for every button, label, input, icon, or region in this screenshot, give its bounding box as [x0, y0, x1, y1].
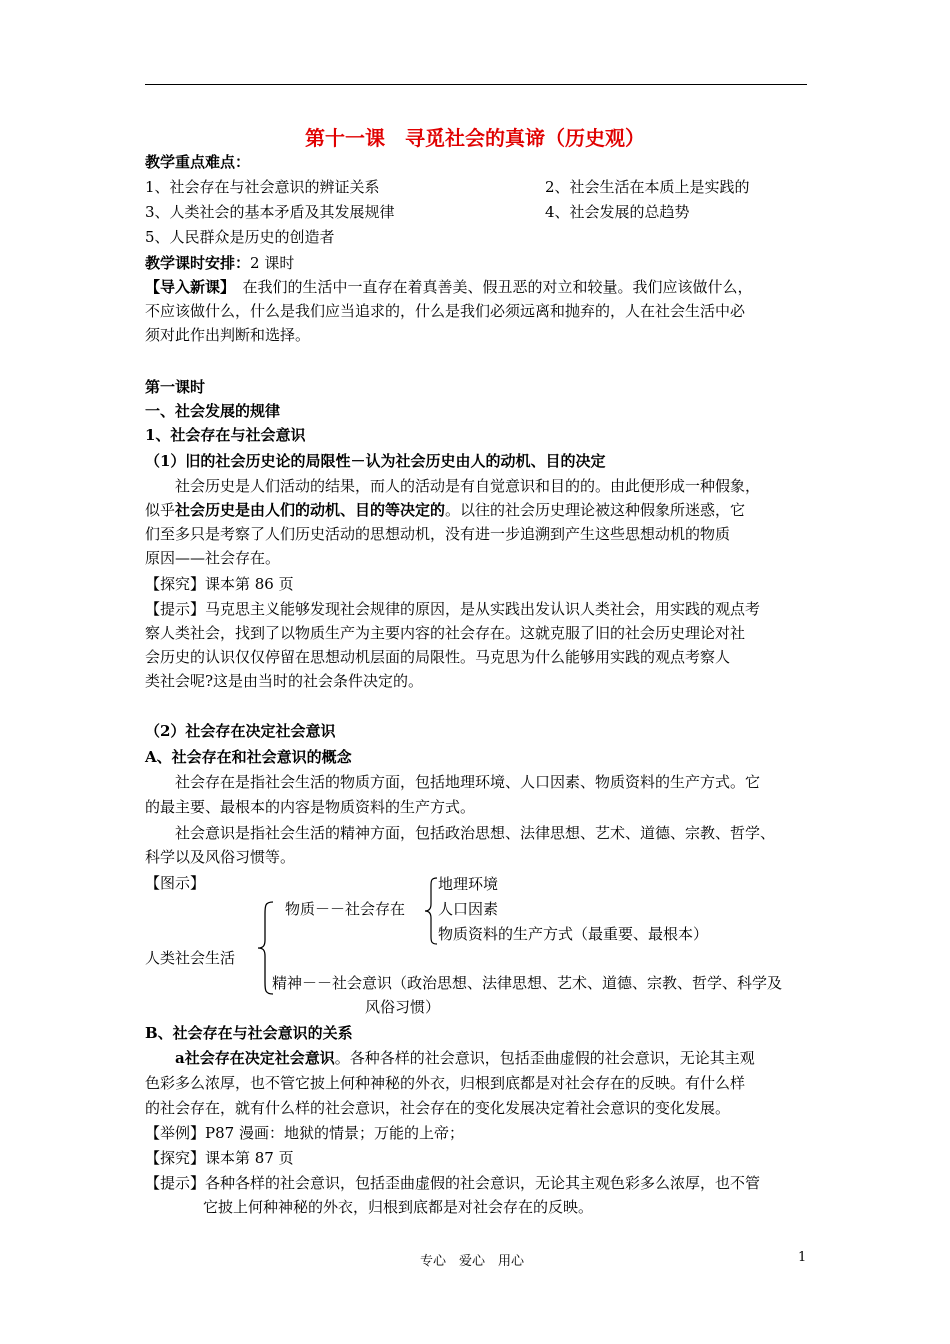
text-span: 似乎 [145, 501, 176, 519]
paragraph-line: 社会存在是指社会生活的物质方面，包括地理环境、人口因素、物质资料的生产方式。它 [175, 773, 761, 791]
hint-line: 类社会呢?这是由当时的社会条件决定的。 [145, 672, 424, 690]
hint-line: 会历史的认识仅仅停留在思想动机层面的局限性。马克思为什么能够用实践的观点考察人 [145, 648, 731, 666]
intro-label: 【导入新课】 [145, 278, 228, 296]
diagram-material-item: 人口因素 [438, 900, 499, 918]
explore-note: 【探究】课本第 87 页 [145, 1149, 294, 1167]
section-heading-4: （2）社会存在决定社会意识 [145, 722, 336, 740]
hint-line: 【提示】各种各样的社会意识，包括歪曲虚假的社会意识，无论其主观色彩多么浓厚，也不管 [145, 1174, 761, 1192]
focus-item-2: 2、社会生活在本质上是实践的 [545, 178, 750, 196]
paragraph-line [175, 1046, 755, 1070]
paragraph-line: 色彩多么浓厚，也不管它披上何种神秘的外衣，归根到底都是对社会存在的反映。有什么样 [145, 1074, 746, 1092]
section-heading-1: 一、社会发展的规律 [145, 402, 281, 420]
intro-line-1 [145, 275, 753, 299]
header-rule [145, 84, 807, 85]
hours-label: 教学课时安排： [145, 254, 251, 272]
diagram-material-item: 地理环境 [438, 875, 499, 893]
intro-text-1: 在我们的生活中一直存在着真善美、假丑恶的对立和较量。我们应该做什么， [227, 278, 753, 296]
bold-phrase: a社会存在决定社会意识 [175, 1049, 335, 1067]
hours-value: 2 课时 [250, 254, 295, 272]
hint-line: 它披上何种神秘的外衣，归根到底都是对社会存在的反映。 [203, 1198, 594, 1216]
hint-line: 察人类社会，找到了以物质生产为主要内容的社会存在。这就克服了旧的社会历史理论对社 [145, 624, 746, 642]
paragraph-line: 原因——社会存在。 [145, 549, 281, 567]
lesson-title: 第十一课 寻觅社会的真谛（历史观） [305, 126, 645, 150]
intro-line-2: 不应该做什么，什么是我们应当追求的，什么是我们必须远离和抛弃的，人在社会生活中必 [145, 302, 746, 320]
paragraph-line: 社会意识是指社会生活的精神方面，包括政治思想、法律思想、艺术、道德、宗教、哲学、 [175, 824, 776, 842]
example-note: 【举例】P87 漫画：地狱的情景；万能的上帝； [145, 1124, 464, 1142]
section-heading-A: A、社会存在和社会意识的概念 [145, 748, 352, 766]
focus-item-3: 3、人类社会的基本矛盾及其发展规律 [145, 203, 395, 221]
text-span: 。各种各样的社会意识，包括歪曲虚假的社会意识，无论其主观 [334, 1049, 755, 1067]
section-heading-3: （1）旧的社会历史论的局限性－认为社会历史由人的动机、目的决定 [145, 452, 606, 470]
paragraph-line: 们至多只是考察了人们历史活动的思想动机，没有进一步追溯到产生这些思想动机的物质 [145, 525, 731, 543]
text-span: 。以往的社会历史理论被这种假象所迷惑，它 [445, 501, 746, 519]
focus-item-1: 1、社会存在与社会意识的辨证关系 [145, 178, 380, 196]
figure-label: 【图示】 [145, 874, 206, 892]
bold-phrase: 社会历史是由人们的动机、目的等决定的 [175, 501, 446, 519]
hours-line [145, 251, 294, 275]
large-brace [255, 900, 277, 996]
diagram-spirit-cont: 风俗习惯） [365, 998, 441, 1016]
diagram-material: 物质－－社会存在 [285, 900, 406, 918]
paragraph-line [145, 498, 745, 522]
diagram-material-item: 物质资料的生产方式（最重要、最根本） [438, 925, 709, 943]
explore-note: 【探究】课本第 86 页 [145, 575, 294, 593]
focus-item-5: 5、人民群众是历史的创造者 [145, 228, 335, 246]
diagram-spirit: 精神－－社会意识（政治思想、法律思想、艺术、道德、宗教、哲学、科学及 [272, 974, 783, 992]
section-heading-B: B、社会存在与社会意识的关系 [145, 1024, 353, 1042]
paragraph-line: 科学以及风俗习惯等。 [145, 848, 296, 866]
diagram-root: 人类社会生活 [145, 949, 236, 967]
lesson-period: 第一课时 [145, 378, 206, 396]
section-heading-2: 1、社会存在与社会意识 [145, 426, 306, 444]
footer-motto: 专心 爱心 用心 [420, 1254, 525, 1269]
paragraph-line: 的社会存在，就有什么样的社会意识，社会存在的变化发展决定着社会意识的变化发展。 [145, 1099, 731, 1117]
small-brace [422, 876, 440, 946]
intro-line-3: 须对此作出判断和选择。 [145, 326, 311, 344]
hint-line: 【提示】马克思主义能够发现社会规律的原因，是从实践出发认识人类社会，用实践的观点考 [145, 600, 761, 618]
page-number: 1 [798, 1250, 807, 1265]
paragraph-line: 的最主要、最根本的内容是物质资料的生产方式。 [145, 798, 476, 816]
paragraph-line: 社会历史是人们活动的结果，而人的活动是有自觉意识和目的的。由此便形成一种假象， [175, 477, 761, 495]
focus-item-4: 4、社会发展的总趋势 [545, 203, 690, 221]
focus-heading: 教学重点难点： [145, 153, 251, 171]
